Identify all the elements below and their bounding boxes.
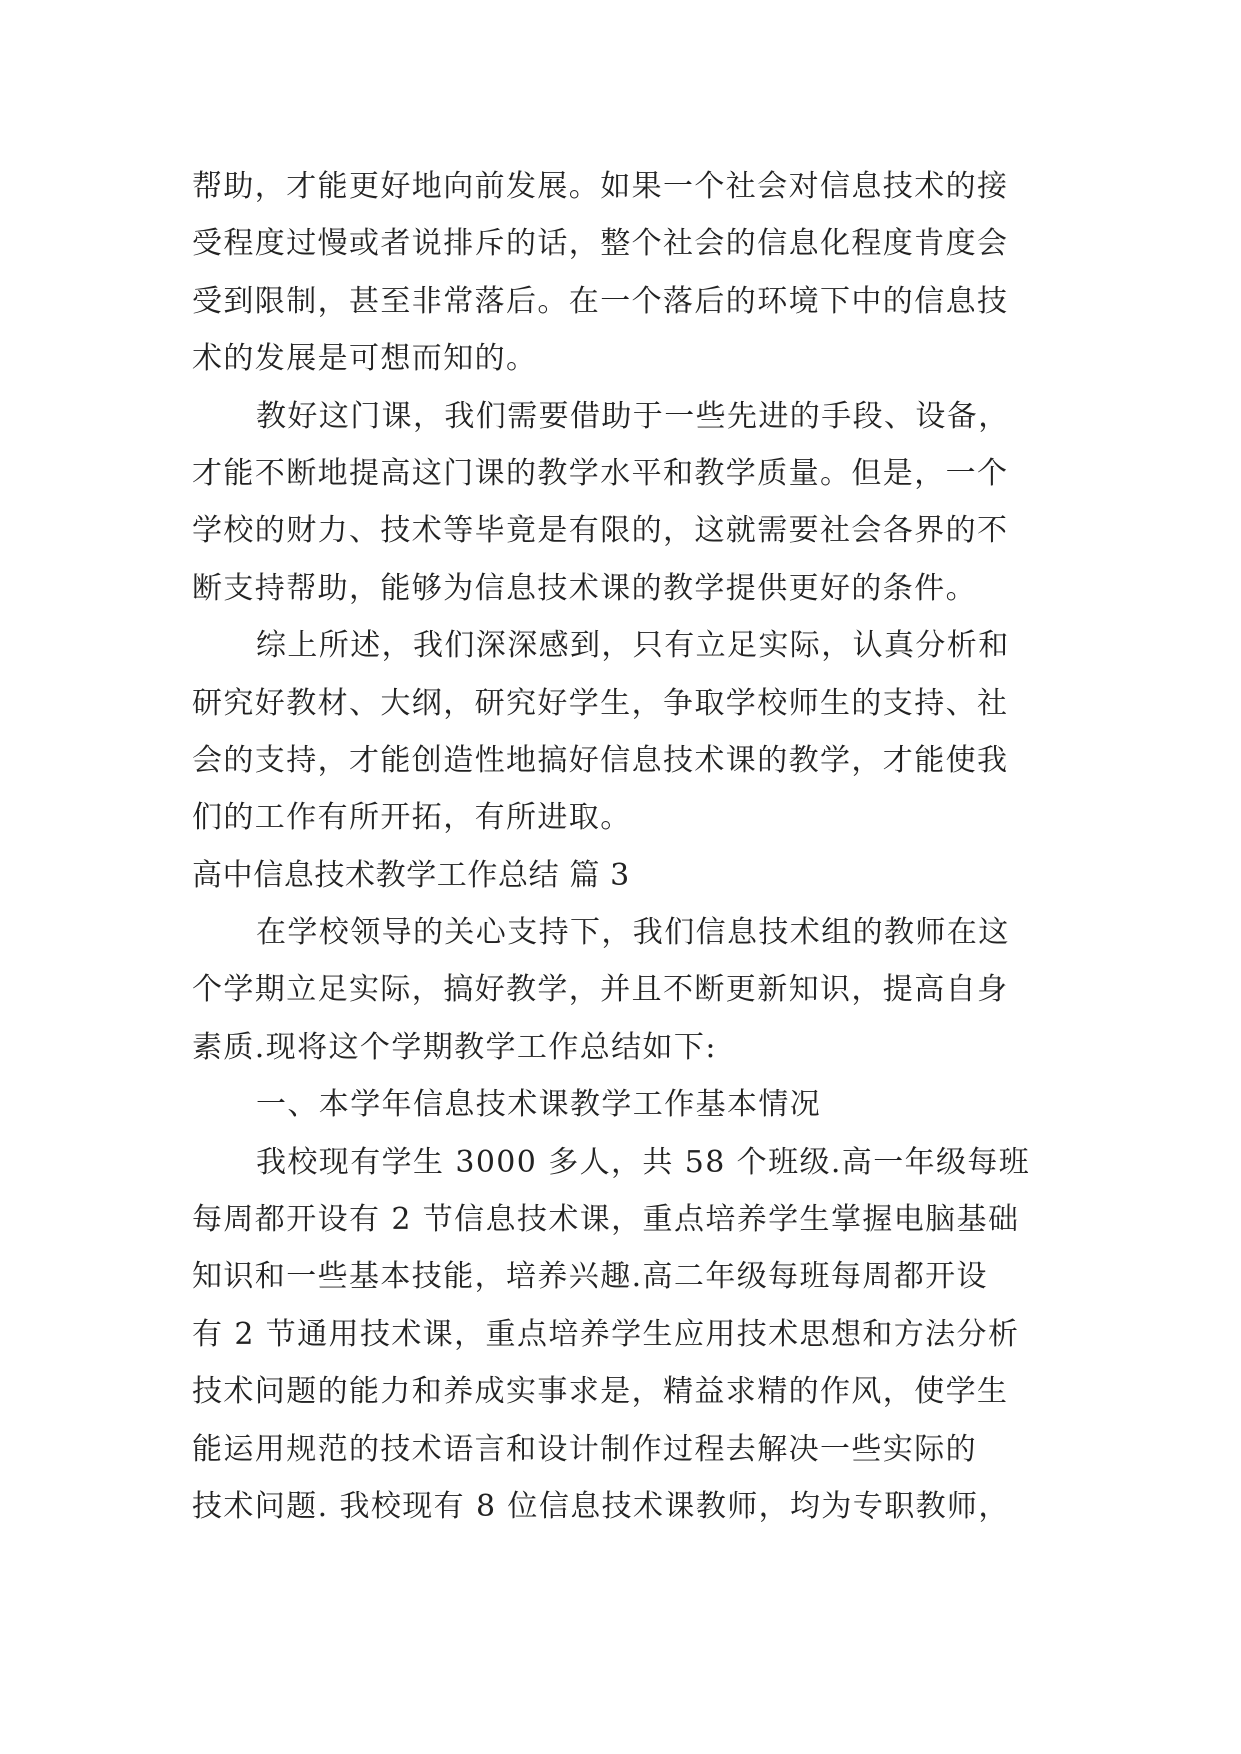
text-line: 个学期立足实际，搞好教学，并且不断更新知识，提高自身	[192, 972, 1009, 1008]
text-line: 技术问题的能力和养成实事求是，精益求精的作风，使学生	[192, 1374, 1009, 1410]
paragraph-continued	[192, 158, 1060, 388]
text-line: 每周都开设有 2 节信息技术课，重点培养学生掌握电脑基础	[192, 1202, 1020, 1238]
section-heading: 高中信息技术教学工作总结 篇 3	[192, 857, 630, 893]
paragraph	[192, 617, 1060, 847]
text-line: 知识和一些基本技能，培养兴趣.高二年级每班每周都开设	[192, 1259, 988, 1295]
paragraph	[192, 388, 1060, 618]
text-line: 帮助，才能更好地向前发展。如果一个社会对信息技术的接	[192, 169, 1009, 204]
document-body	[192, 158, 1060, 1535]
text-line: 会的支持，才能创造性地搞好信息技术课的教学，才能使我	[192, 742, 1009, 778]
paragraph	[192, 904, 1060, 1076]
text-line: 研究好教材、大纲，研究好学生，争取学校师生的支持、社	[192, 685, 1009, 721]
text-line: 才能不断地提高这门课的教学水平和教学质量。但是，一个	[192, 455, 1009, 491]
text-line: 受程度过慢或者说排斥的话，整个社会的信息化程度肯度会	[192, 226, 1009, 262]
text-line: 学校的财力、技术等毕竟是有限的，这就需要社会各界的不	[192, 513, 1009, 549]
paragraph	[192, 1134, 1060, 1536]
subheading: 一、本学年信息技术课教学工作基本情况	[256, 1087, 822, 1123]
text-line: 们的工作有所开拓，有所进取。	[192, 800, 632, 836]
text-line: 受到限制，甚至非常落后。在一个落后的环境下中的信息技	[192, 283, 1009, 319]
text-line: 技术问题. 我校现有 8 位信息技术课教师，均为专职教师，	[192, 1488, 1010, 1524]
text-line: 教好这门课，我们需要借助于一些先进的手段、设备，	[256, 398, 1010, 434]
text-line: 能运用规范的技术语言和设计制作过程去解决一些实际的	[192, 1431, 977, 1467]
text-line: 在学校领导的关心支持下，我们信息技术组的教师在这	[256, 915, 1010, 951]
text-line: 有 2 节通用技术课，重点培养学生应用技术思想和方法分析	[192, 1316, 1020, 1352]
text-line: 素质.现将这个学期教学工作总结如下:	[192, 1029, 717, 1065]
text-line: 综上所述，我们深深感到，只有立足实际，认真分析和	[256, 628, 1010, 664]
text-line: 断支持帮助，能够为信息技术课的教学提供更好的条件。	[192, 570, 977, 606]
text-line: 我校现有学生 3000 多人，共 58 个班级.高一年级每班	[256, 1144, 1031, 1180]
text-line: 术的发展是可想而知的。	[192, 341, 538, 377]
